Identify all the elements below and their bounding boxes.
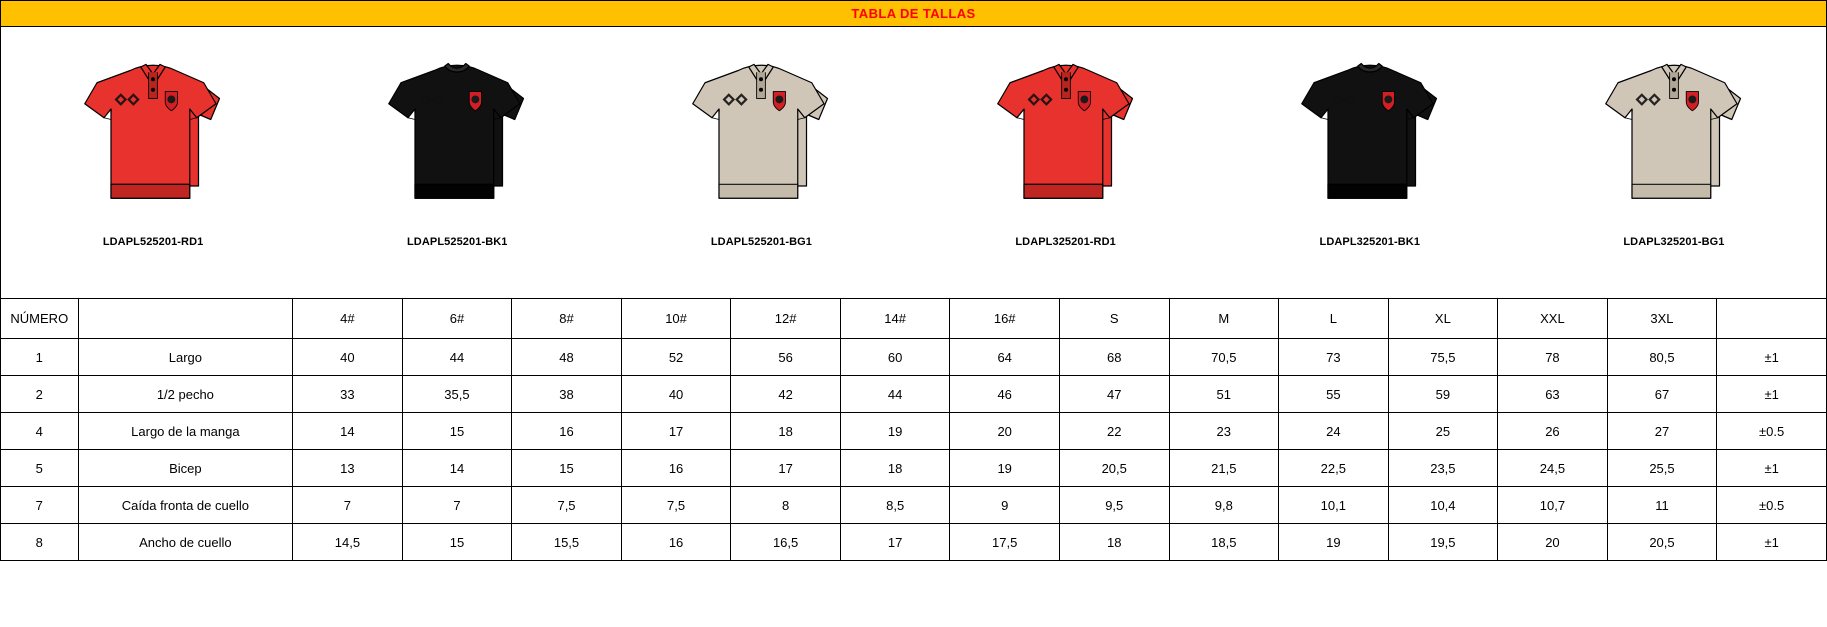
product-cell: [1, 27, 305, 298]
measurement-value: 25: [1388, 413, 1498, 450]
measurement-value: 35,5: [402, 376, 512, 413]
measurement-value: 44: [402, 339, 512, 376]
table-row: [1, 450, 1827, 487]
measurement-value: 38: [512, 376, 622, 413]
measurement-value: 8: [731, 487, 841, 524]
measurement-value: 23,5: [1388, 450, 1498, 487]
tolerance-value: ±1: [1717, 524, 1827, 561]
measurement-value: 15: [512, 450, 622, 487]
measurement-value: 19: [950, 450, 1060, 487]
measurement-value: 18: [840, 450, 950, 487]
measurement-value: 27: [1607, 413, 1717, 450]
measurement-name: 1/2 pecho: [78, 376, 293, 413]
measurement-value: 14,5: [293, 524, 403, 561]
measurement-value: 9: [950, 487, 1060, 524]
measurement-value: 19,5: [1388, 524, 1498, 561]
measurement-name: Bicep: [78, 450, 293, 487]
measurement-value: 23: [1169, 413, 1279, 450]
measurement-value: 42: [731, 376, 841, 413]
shirt-illustration: [976, 53, 1156, 228]
measurement-value: 15: [402, 413, 512, 450]
measurement-value: 7,5: [512, 487, 622, 524]
table-row: [1, 413, 1827, 450]
column-header: XXL: [1498, 299, 1608, 339]
column-header: 16#: [950, 299, 1060, 339]
measurement-value: 56: [731, 339, 841, 376]
measurement-value: 78: [1498, 339, 1608, 376]
measurement-value: 11: [1607, 487, 1717, 524]
row-number: 7: [1, 487, 79, 524]
measurement-value: 10,1: [1279, 487, 1389, 524]
product-image-strip: [0, 26, 1827, 298]
measurement-value: 19: [1279, 524, 1389, 561]
column-header: 6#: [402, 299, 512, 339]
tolerance-value: ±0.5: [1717, 413, 1827, 450]
column-header: 8#: [512, 299, 622, 339]
measurement-value: 40: [621, 376, 731, 413]
measurement-value: 14: [293, 413, 403, 450]
measurement-value: 7: [402, 487, 512, 524]
product-cell: [609, 27, 913, 298]
table-row: [1, 487, 1827, 524]
measurement-value: 20,5: [1059, 450, 1169, 487]
tolerance-value: ±0.5: [1717, 487, 1827, 524]
measurement-value: 7: [293, 487, 403, 524]
product-cell: [1218, 27, 1522, 298]
measurement-value: 22,5: [1279, 450, 1389, 487]
measurement-value: 26: [1498, 413, 1608, 450]
shirt-illustration: [367, 53, 547, 228]
column-header: 4#: [293, 299, 403, 339]
product-cell: [914, 27, 1218, 298]
measurement-value: 16: [621, 524, 731, 561]
measurement-value: 47: [1059, 376, 1169, 413]
table-row: [1, 376, 1827, 413]
measurement-value: 51: [1169, 376, 1279, 413]
shirt-illustration: [1280, 53, 1460, 228]
measurement-value: 59: [1388, 376, 1498, 413]
row-number: 4: [1, 413, 79, 450]
measurement-value: 75,5: [1388, 339, 1498, 376]
measurement-value: 68: [1059, 339, 1169, 376]
page-title: TABLA DE TALLAS: [851, 6, 976, 21]
tolerance-value: ±1: [1717, 450, 1827, 487]
product-code: LDAPL325201-BK1: [1319, 236, 1421, 248]
title-bar: [0, 0, 1827, 26]
tolerance-value: ±1: [1717, 376, 1827, 413]
shirt-illustration: [63, 53, 243, 228]
column-header: L: [1279, 299, 1389, 339]
measurement-value: 64: [950, 339, 1060, 376]
measurement-value: 20: [1498, 524, 1608, 561]
measurement-value: 7,5: [621, 487, 731, 524]
column-header: M: [1169, 299, 1279, 339]
shirt-illustration: [671, 53, 851, 228]
measurement-value: 40: [293, 339, 403, 376]
measurement-value: 16,5: [731, 524, 841, 561]
measurement-value: 9,8: [1169, 487, 1279, 524]
column-header: [78, 299, 293, 339]
shirt-illustration: [1584, 53, 1764, 228]
measurement-value: 67: [1607, 376, 1717, 413]
measurement-value: 70,5: [1169, 339, 1279, 376]
column-header: 12#: [731, 299, 841, 339]
measurement-value: 55: [1279, 376, 1389, 413]
measurement-value: 21,5: [1169, 450, 1279, 487]
table-row: [1, 524, 1827, 561]
tolerance-value: ±1: [1717, 339, 1827, 376]
column-header: NÚMERO: [1, 299, 79, 339]
column-header: XL: [1388, 299, 1498, 339]
product-code: LDAPL325201-RD1: [1015, 236, 1116, 248]
measurement-value: 18: [1059, 524, 1169, 561]
measurement-value: 80,5: [1607, 339, 1717, 376]
measurement-value: 17,5: [950, 524, 1060, 561]
measurement-value: 16: [512, 413, 622, 450]
measurement-value: 44: [840, 376, 950, 413]
measurement-value: 15,5: [512, 524, 622, 561]
product-code: LDAPL525201-RD1: [102, 236, 204, 248]
column-header: S: [1059, 299, 1169, 339]
measurement-value: 52: [621, 339, 731, 376]
row-number: 5: [1, 450, 79, 487]
product-code: LDAPL525201-BK1: [406, 236, 508, 248]
measurement-value: 17: [731, 450, 841, 487]
measurement-value: 16: [621, 450, 731, 487]
measurement-value: 15: [402, 524, 512, 561]
row-number: 1: [1, 339, 79, 376]
measurement-table: [0, 298, 1827, 561]
measurement-value: 18: [731, 413, 841, 450]
measurement-value: 33: [293, 376, 403, 413]
measurement-value: 14: [402, 450, 512, 487]
measurement-value: 10,7: [1498, 487, 1608, 524]
measurement-value: 20,5: [1607, 524, 1717, 561]
column-header: 10#: [621, 299, 731, 339]
column-header: 3XL: [1607, 299, 1717, 339]
row-number: 2: [1, 376, 79, 413]
column-header: [1717, 299, 1827, 339]
measurement-value: 10,4: [1388, 487, 1498, 524]
measurement-name: Largo de la manga: [78, 413, 293, 450]
column-header: 14#: [840, 299, 950, 339]
measurement-name: Caída fronta de cuello: [78, 487, 293, 524]
product-cell: [305, 27, 609, 298]
product-code: LDAPL525201-BG1: [710, 236, 812, 248]
product-cell: [1522, 27, 1826, 298]
measurement-value: 24,5: [1498, 450, 1608, 487]
measurement-name: Ancho de cuello: [78, 524, 293, 561]
table-header-row: [1, 299, 1827, 339]
measurement-value: 24: [1279, 413, 1389, 450]
product-code: LDAPL325201-BG1: [1623, 236, 1725, 248]
measurement-value: 18,5: [1169, 524, 1279, 561]
table-row: [1, 339, 1827, 376]
measurement-value: 73: [1279, 339, 1389, 376]
measurement-value: 25,5: [1607, 450, 1717, 487]
measurement-value: 46: [950, 376, 1060, 413]
row-number: 8: [1, 524, 79, 561]
measurement-value: 48: [512, 339, 622, 376]
measurement-value: 17: [840, 524, 950, 561]
measurement-value: 9,5: [1059, 487, 1169, 524]
measurement-value: 22: [1059, 413, 1169, 450]
measurement-value: 17: [621, 413, 731, 450]
measurement-value: 60: [840, 339, 950, 376]
measurement-value: 8,5: [840, 487, 950, 524]
measurement-name: Largo: [78, 339, 293, 376]
measurement-value: 13: [293, 450, 403, 487]
measurement-value: 63: [1498, 376, 1608, 413]
measurement-value: 19: [840, 413, 950, 450]
measurement-value: 20: [950, 413, 1060, 450]
